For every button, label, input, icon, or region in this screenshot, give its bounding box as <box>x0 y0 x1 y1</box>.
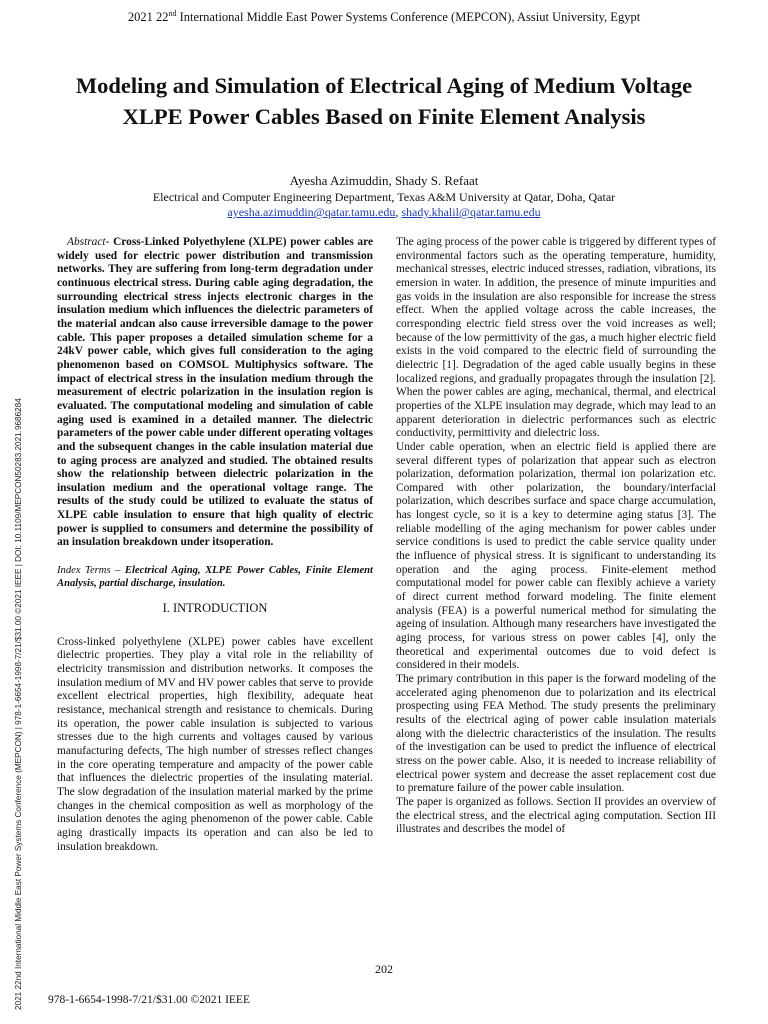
conference-header-pre: 2021 22 <box>127 10 169 25</box>
intro-paragraph: Cross-linked polyethylene (XLPE) power cables have excellent dielectric properties. They play a vital role in the reliability of electricity transmission and distribution networks. It composes the insulation medium of MV and HV power cables that serve to provide excellent electrical properties, high flexibility, adequate heat resistance, mechanical strength and resistance to chemicals. During its operation, the power cable insulation is subjected to various stresses due to the high currents and voltages caused by various manufacturing defects, The high number of stresses reflect changes in the core operating temperature and ampacity of the power cable that influences the dielectric properties of the insulating material. The slow degradation of the insulation material marked by the prime changes in the chemical composition as well as morphology of the insulation denotes the aging phenomenon of the power cable. Cable aging drastically impacts its operation and can also be led to insulation breakdown. <box>57 635 373 853</box>
authors: Ayesha Azimuddin, Shady S. Refaat <box>289 173 479 188</box>
page-number: 202 <box>375 962 393 976</box>
conference-header <box>0 9 768 25</box>
author-emails <box>0 205 768 220</box>
abstract <box>57 236 373 550</box>
conference-header-post: International Middle East Power Systems Conference (MEPCON), Assiut University, Egypt <box>176 10 641 25</box>
body-paragraph: The paper is organized as follows. Section II provides an overview of the electrical stress, and the electrical aging computation. Section III illustrates and describes the model of <box>396 795 716 836</box>
index-terms <box>57 564 373 590</box>
index-terms-text: Electrical Aging, XLPE Power Cables, Finite Element Analysis, partial discharge, insulation. <box>57 565 373 590</box>
email-link-2[interactable]: shady.khalil@qatar.tamu.edu <box>401 205 541 219</box>
right-column <box>396 236 716 837</box>
section-heading-introduction: I. INTRODUCTION <box>162 601 268 616</box>
left-column <box>57 236 373 854</box>
abstract-text: Cross-Linked Polyethylene (XLPE) power cables are widely used for electric power distribution and transmission networks. They are suffering from long-term degradation under continuous electrical stress. During cable aging degradation, the surrounding electrical stress injects electronic charges in the insulation medium which influences the dielectric parameters of the material andcan also cause irreversible damage to the power cable. This paper proposes a detailed simulation scheme for a 24kV power cable, which gives full consideration to the aging phenomenon based on COMSOL Multiphysics software. The impact of electrical stress in the insulation medium through the measurement of electric polarization in the insulation region is evaluated. The computational modeling and simulation of cable aging used is examined in a detailed manner. The dielectric parameters of the power cable under different operating voltages and the subsequent changes in the cable insulation material due to aging process are analyzed and studied. The obtained results show the relationship between dielectric polarization in the insulation medium and the operational voltage range. The results of the study could be utilized to evaluate the status of XLPE cable insulation to ensure that high quality of electric power is supplied to consumers and determine the possibility of an insulation breakdown under itsoperation. <box>57 236 373 549</box>
body-paragraph: The primary contribution in this paper is the forward modeling of the accelerated aging phenomenon due to polarization and its electrical prospecting using FEA Method. The study presents the preliminary results of the electrical aging of power cable insulation materials along with the dielectric characteristics of the insulation. The results of the investigation can be used to predict the influence of electrical stress on the power cable. Also, it is needed to increase reliability of electrical power system and decrease the asset replacement cost due to premature failure of the power cable insulation. <box>396 673 716 795</box>
paper-title: Modeling and Simulation of Electrical Aging of Medium Voltage XLPE Power Cables Based on Finite Element Analysis <box>75 73 693 129</box>
side-citation: 2021 22nd International Middle East Power Systems Conference (MEPCON) | 978-1-6654-1998-7/21/$31.00 ©2021 IEEE | DOI: 10.1109/MEPCON50283.2021.9686284 <box>14 398 23 1010</box>
email-separator: , <box>395 205 402 219</box>
index-terms-label: Index Terms – <box>57 565 125 577</box>
footer-copyright: 978-1-6654-1998-7/21/$31.00 ©2021 IEEE <box>48 994 250 1006</box>
abstract-lead: Abstract- <box>67 236 110 248</box>
affiliation: Electrical and Computer Engineering Department, Texas A&M University at Qatar, Doha, Qatar <box>152 190 616 204</box>
conference-header-sup: nd <box>168 9 177 18</box>
body-paragraph: Under cable operation, when an electric field is applied there are several different types of polarization that appear such as electron polarization, deformation polarization, thermal ion polarization etc. Compared with other polarization, the boundary/interfacial polarization, which describes surface and space charge accumulation, has longest cycle, so it is a key to determine aging status [3]. The reliable modelling of the aging mechanism for power cables under service conditions is used to predict the cable service quality under the influence of physical stress. It is significant to understanding its operation and the aging process. Finite-element method computational model for power cable can flexibly achieve a variety of direct current method forward modeling. The finite element analysis (FEA) is a powerful numerical method for simulating the ageing of insulation. Although many researchers have investigated the aging process, for various stress on power cables [4], only the theoretical and experimental outcomes due to void defect is considered in their models. <box>396 440 716 672</box>
email-link-1[interactable]: ayesha.azimuddin@qatar.tamu.edu <box>227 205 396 219</box>
body-paragraph: The aging process of the power cable is triggered by different types of environmental factors such as the operating temperature, humidity, mechanical stresses, electric induced stresses, radiation, vibrations, its emersion in water. In addition, the presence of minute impurities and gas voids in the insulation are also responsible for increase the stress effect. When the applied voltage across the cable increases, the corresponding electric field stress over the void increases as well; because of the low permittivity of the gas, a much higher electric field exists in the void compared to the electric field of surrounding the dielectric [1]. Degradation of the aged cable usually begins in these localized regions, and gradually propagates through the insulation [2]. When the power cables are aging, mechanical, thermal, and electrical properties of the XLPE insulation may degrade, which may lead to an apparent deterioration in dielectric performances such as electric conductivity, permittivity and dielectric loss. <box>396 236 716 440</box>
